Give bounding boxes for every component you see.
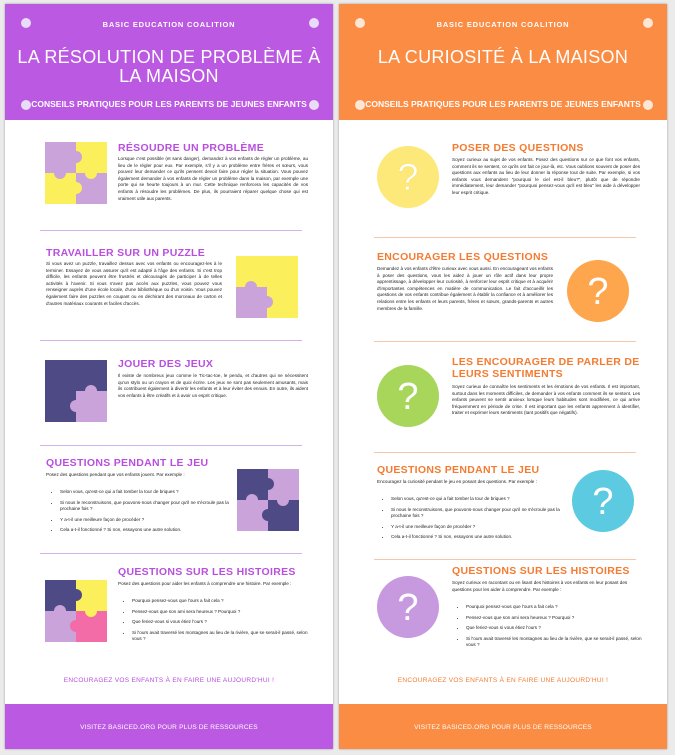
divider	[40, 445, 302, 446]
section-heading: QUESTIONS PENDANT LE JEU	[46, 457, 209, 469]
section-heading: ENCOURAGER LES QUESTIONS	[377, 251, 549, 263]
page-subtitle: CONSEILS PRATIQUES POUR LES PARENTS DE JEUNES ENFANTS	[31, 99, 307, 109]
svg-text:?: ?	[397, 157, 419, 199]
list-item: • Selon vous, qu'est-ce qui a fait tomber la tour de briques ?	[391, 496, 561, 503]
list-item: • Si nous le reconstruisons, que pouvons-nous changer pour qu'il ne s'écroule pas la prochaine fois ?	[60, 500, 232, 513]
website-link[interactable]: VISITEZ BASICED.ORG POUR PLUS DE RESSOURCES	[414, 724, 592, 731]
section-heading: POSER DES QUESTIONS	[452, 142, 584, 154]
page-title: LA RÉSOLUTION DE PROBLÈME À LA MAISON	[17, 47, 321, 86]
list-item: • Si nous le reconstruisons, que pouvons-nous changer pour qu'il ne s'écroule pas la prochaine fois ?	[391, 507, 561, 520]
org-name: BASIC EDUCATION COALITION	[102, 20, 236, 29]
puzzle-icon	[45, 142, 107, 204]
section-heading: QUESTIONS PENDANT LE JEU	[377, 464, 540, 476]
list-item: • Selon vous, qu'est-ce qui a fait tomber la tour de briques ?	[60, 489, 232, 496]
footer-band	[339, 704, 667, 749]
section-body: Soyez curieux de connaître les sentiments et les émotions de vos enfants. Il est important, surtout dans les moments difficiles, de demander à vos enfants comment ils se sentent. Les enfants peuvent se sentir anxieux lorsque leurs habitudes sont modifiées, ce qui arrive fréquemment en période de crise. Il est important que les enfants apprennent à identifier, traiter et exprimer leurs sentiments (tant positifs que négatifs).	[452, 384, 640, 416]
problem-solving-flyer	[5, 4, 333, 749]
list-item: • Pourquoi pensez-vous que l'ours a fait cela ?	[466, 604, 648, 611]
question-list	[458, 604, 648, 653]
question-mark-icon	[377, 365, 439, 427]
list-item: • Pensez-vous que son ami sera heureux ? Pourquoi ?	[132, 609, 316, 616]
call-to-action: ENCOURAGEZ VOS ENFANTS À EN FAIRE UNE AUJOURD'HUI !	[63, 677, 275, 684]
puzzle-icon	[236, 256, 298, 318]
list-item: • Que feriez-vous si vous étiez l'ours ?	[132, 619, 316, 626]
section-body: Demandez à vos enfants d'être curieux avec vous aussi. En encourageant vos enfants à poser des questions, vous les aidez à jouer un rôle actif dans leur propre apprentissage, à développer leur curiosité, à renforcer leur esprit critique et à acquérir d'importantes compétences en matière de communication. Le fait d'accueillir les questions de vos enfants contribue également à établir la confiance et à améliorer les relations entre les enfants et leurs parents, frères et sœurs, grands-parents et autres membres de la famille.	[377, 266, 553, 311]
puzzle-icon	[45, 360, 107, 422]
list-item: • Que feriez-vous si vous étiez l'ours ?	[466, 625, 648, 632]
website-link[interactable]: VISITEZ BASICED.ORG POUR PLUS DE RESSOURCES	[80, 724, 258, 731]
list-item: • Si l'ours avait traversé les montagnes au lieu de la rivière, que se serait-il passé, selon vous ?	[132, 630, 316, 643]
page-subtitle: CONSEILS PRATIQUES POUR LES PARENTS DE JEUNES ENFANTS	[365, 99, 641, 109]
flyer-header	[5, 4, 333, 120]
list-item: • Cela a-t-il fonctionné ? Si non, essayons une autre solution.	[60, 527, 232, 534]
section-intro: Encouragez la curiosité pendant le jeu en posant des questions. Par exemple :	[377, 479, 537, 484]
section-intro: Posez des questions pour aider les enfants à comprendre une histoire. Par exemple :	[118, 581, 292, 586]
section-body: Si vous avez un puzzle, travaillez dessus avec vos enfants ou encouragez-les à le terminer. Essayez de vous assurer qu'il est adapté à l'âge des enfants. Si c'est trop difficile, les enfants peuvent être frustrés et découragés de participer à de telles activités à l'avenir. Si vous n'avez pas accès aux puzzles, vous pouvez vous renseigner auprès d'une école locale, d'une bibliothèque ou d'un voisin. Vous pouvez également faire des puzzles en coupant ou en déchirant des morceaux de carton et d'autres matériaux courants et faciles d'accès.	[46, 261, 222, 306]
list-item: • Pensez-vous que son ami sera heureux ? Pourquoi ?	[466, 615, 648, 622]
puzzle-icon	[237, 469, 299, 531]
divider	[374, 341, 636, 342]
puzzle-icon	[45, 580, 107, 642]
list-item: • Cela a-t-il fonctionné ? Si non, essayons une autre solution.	[391, 534, 561, 541]
question-mark-icon	[377, 146, 439, 208]
list-item: • Pourquoi pensez-vous que l'ours a fait cela ?	[132, 598, 316, 605]
section-heading: JOUER DES JEUX	[118, 358, 214, 370]
call-to-action: ENCOURAGEZ VOS ENFANTS À EN FAIRE UNE AUJOURD'HUI !	[397, 677, 609, 684]
divider	[374, 237, 636, 238]
svg-text:?: ?	[592, 481, 614, 523]
section-body: Soyez curieux au sujet de vos enfants. Posez des questions sur ce que font vos enfants, comment ils se sentent, ce qu'ils ont fait ce jour-là, etc. Vous oublions souvent de poser des questions aux enfants au lieu de leur donner la réponse tout de suite. Par exemple, si vos enfants vous demandent "pourquoi le ciel est-il bleu?", plutôt que de répondre immédiatement, leur demander "pourquoi pensez-vous qu'il est bleu" les aide à développer leur esprit critique.	[452, 157, 640, 195]
question-mark-icon	[572, 470, 634, 532]
divider	[40, 553, 302, 554]
question-mark-icon	[567, 260, 629, 322]
section-body: Lorsque c'est possible (et sans danger), demandez à vos enfants de régler un problème, au lieu de le régler pour eux. Par exemple, s'il y a un problème entre frères et sœurs, vous pouvez leur demander ce qu'ils pensent devoir faire pour régler la situation. Vous pouvez également demander à vos enfants de régler un problème dans la maison, par exemple une porte qui se heurte toujours à un mur. Cette technique renforcera les capacités de vos enfants à résoudre les problèmes. De plus, ils pourraient réparer quelque chose qui est vraiment utile aux parents.	[118, 156, 308, 201]
section-body: Il existe de nombreux jeux comme le Tic-tac-toe, le pendu, et d'autres qui ne nécessitent qu'un stylo ou un crayon et de quoi écrire. Les jeux ne sont pas seulement amusants, mais ils contribuent également à divertir les enfants et à leur éviter des ennuis. En outre, ils aident vos enfants à être créatifs et à avoir un esprit critique.	[118, 373, 308, 398]
divider	[40, 340, 302, 341]
section-intro: Soyez curieux en racontant ou en lisant des histoires à vos enfants en leur posant des questions pour les aider à comprendre. Par exemple :	[452, 580, 628, 592]
section-heading: QUESTIONS SUR LES HISTOIRES	[118, 566, 296, 578]
flyer-header	[339, 4, 667, 120]
section-heading: LES ENCOURAGER DE PARLER DE LEURS SENTIMENTS	[452, 356, 640, 380]
section-heading: QUESTIONS SUR LES HISTOIRES	[452, 565, 630, 577]
question-mark-icon	[377, 576, 439, 638]
svg-text:?: ?	[397, 587, 419, 629]
divider	[374, 559, 636, 560]
divider	[40, 230, 302, 231]
question-list	[52, 489, 232, 538]
section-heading: RÉSOUDRE UN PROBLÈME	[118, 142, 265, 154]
org-name: BASIC EDUCATION COALITION	[436, 20, 570, 29]
divider	[374, 452, 636, 453]
footer-band	[5, 704, 333, 749]
question-list	[124, 598, 316, 647]
section-heading: TRAVAILLER SUR UN PUZZLE	[46, 247, 206, 259]
curiosity-flyer	[339, 4, 667, 749]
list-item: • Y a-t-il une meilleure façon de procéder ?	[391, 524, 561, 531]
question-list	[383, 496, 561, 545]
list-item: • Si l'ours avait traversé les montagnes au lieu de la rivière, que se serait-il passé, selon vous ?	[466, 636, 648, 649]
list-item: • Y a-t-il une meilleure façon de procéder ?	[60, 517, 232, 524]
svg-text:?: ?	[587, 271, 609, 313]
svg-text:?: ?	[397, 376, 419, 418]
section-intro: Posez des questions pendant que vos enfants jouent. Par exemple :	[46, 472, 185, 477]
page-title: LA CURIOSITÉ À LA MAISON	[377, 47, 629, 67]
